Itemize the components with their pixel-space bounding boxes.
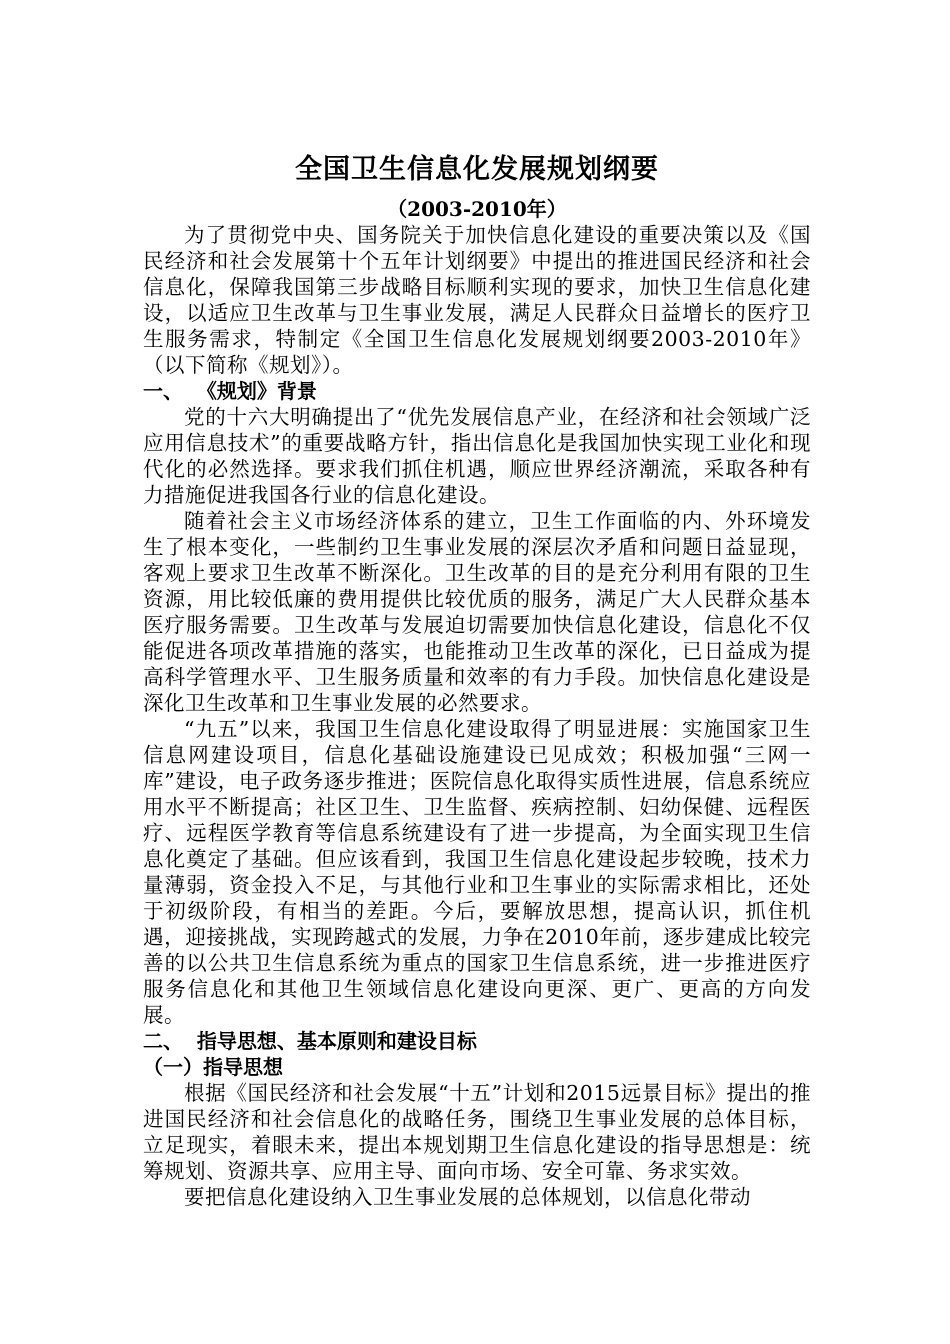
document-subtitle: （2003-2010年） xyxy=(387,197,567,221)
section-2-paragraph-2: 要把信息化建设纳入卫生事业发展的总体规划，以信息化带动 xyxy=(184,1185,751,1209)
section-2-subheading-1: （一）指导思想 xyxy=(143,1055,283,1079)
intro-paragraph: 为了贯彻党中央、国务院关于加快信息化建设的重要决策以及《国民经济和社会发展第十个五年计划纲要》中提出的推进国民经济和社会信息化，保障我国第三步战略目标顺利实现的要求，加快卫生信息化建设，以适应卫生改革与卫生事业发展，满足人民群众日益增长的医疗卫生服务需求，特制定《全国卫生信息化发展规划纲要2003-2010年》（以下简称《规划》）。 xyxy=(143,223,811,377)
section-1-heading: 一、 《规划》背景 xyxy=(143,379,317,403)
section-2-heading: 二、 指导思想、基本原则和建设目标 xyxy=(143,1029,477,1053)
document-title: 全国卫生信息化发展规划纲要 xyxy=(295,154,659,185)
section-2-paragraph-1: 根据《国民经济和社会发展“十五”计划和2015远景目标》提出的推进国民经济和社会信息化的战略任务，围绕卫生事业发展的总体目标，立足现实，着眼未来，提出本规划期卫生信息化建设的指导思想是：统筹规划、资源共享、应用主导、面向市场、安全可靠、务求实效。 xyxy=(143,1081,811,1183)
section-1-paragraph-2: 随着社会主义市场经济体系的建立，卫生工作面临的内、外环境发生了根本变化，一些制约卫生事业发展的深层次矛盾和问题日益显现，客观上要求卫生改革不断深化。卫生改革的目的是充分利用有限的卫生资源，用比较低廉的费用提供比较优质的服务，满足广大人民群众基本医疗服务需要。卫生改革与发展迫切需要加快信息化建设，信息化不仅能促进各项改革措施的落实，也能推动卫生改革的深化，已日益成为提高科学管理水平、卫生服务质量和效率的有力手段。加快信息化建设是深化卫生改革和卫生事业发展的必然要求。 xyxy=(143,509,811,715)
section-1-paragraph-1: 党的十六大明确提出了“优先发展信息产业，在经济和社会领域广泛应用信息技术”的重要战略方针，指出信息化是我国加快实现工业化和现代化的必然选择。要求我们抓住机遇，顺应世界经济潮流，采取各种有力措施促进我国各行业的信息化建设。 xyxy=(143,405,811,507)
document-page xyxy=(143,150,811,1210)
section-1-paragraph-3: “九五”以来，我国卫生信息化建设取得了明显进展：实施国家卫生信息网建设项目，信息化基础设施建设已见成效；积极加强“三网一库”建设，电子政务逐步推进；医院信息化取得实质性进展，信息系统应用水平不断提高；社区卫生、卫生监督、疾病控制、妇幼保健、远程医疗、远程医学教育等信息系统建设有了进一步提高，为全面实现卫生信息化奠定了基础。但应该看到，我国卫生信息化建设起步较晚，技术力量薄弱，资金投入不足，与其他行业和卫生事业的实际需求相比，还处于初级阶段，有相当的差距。今后，要解放思想，提高认识，抓住机遇，迎接挑战，实现跨越式的发展，力争在2010年前，逐步建成比较完善的以公共卫生信息系统为重点的国家卫生信息系统，进一步推进医疗服务信息化和其他卫生领域信息化建设向更深、更广、更高的方向发展。 xyxy=(143,717,811,1027)
